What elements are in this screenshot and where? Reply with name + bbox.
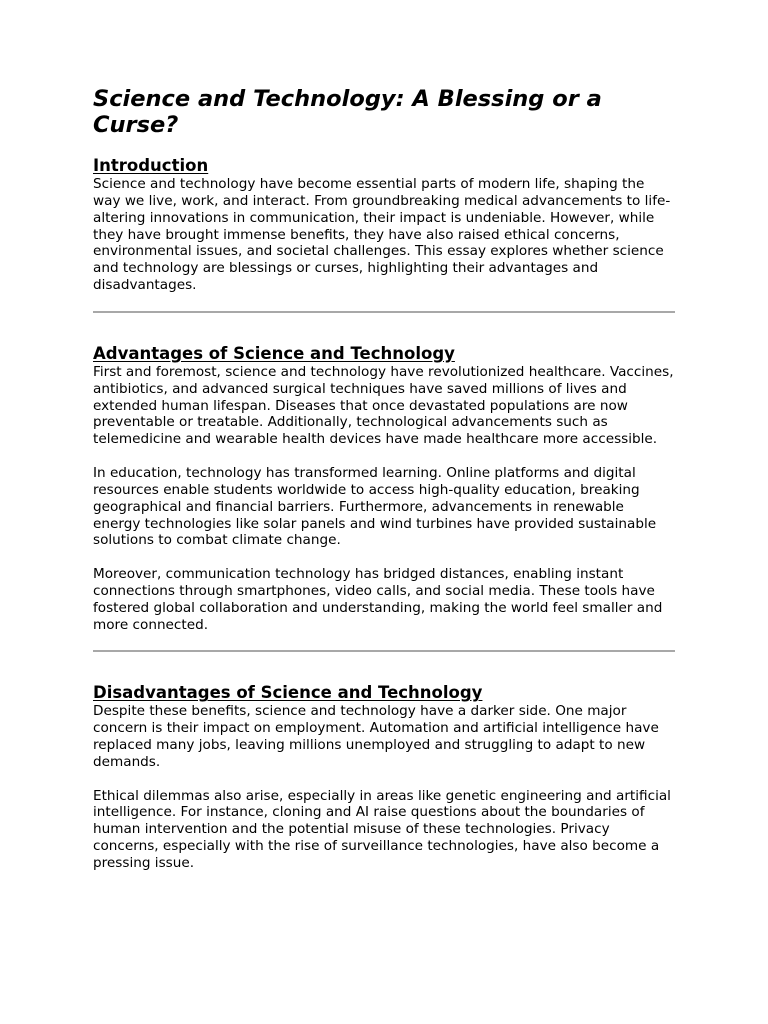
section-divider — [93, 650, 675, 652]
disadvantages-section — [93, 683, 675, 871]
advantages-paragraph-healthcare: First and foremost, science and technology have revolutionized healthcare. Vaccines, antibiotics, and advanced surgical techniques have saved millions of lives and extended human lifespan. Diseases that once devastated populations are now preventable or treatable. Additionally, technological advancements such as telemedicine and wearable health devices have made healthcare more accessible. — [93, 363, 674, 448]
disadvantages-paragraph-ethics: Ethical dilemmas also arise, especially in areas like genetic engineering and artificial intelligence. For instance, cloning and AI raise questions about the boundaries of human intervention and the potential misuse of these technologies. Privacy concerns, especially with the rise of surveillance technologies, have also become a pressing issue. — [93, 787, 671, 871]
disadvantages-heading: Disadvantages of Science and Technology — [93, 683, 483, 703]
advantages-paragraph-communication: Moreover, communication technology has bridged distances, enabling instant connections through smartphones, video calls, and social media. These tools have fostered global collaboration and understanding, making the world feel smaller and more connected. — [93, 566, 663, 633]
advantages-heading: Advantages of Science and Technology — [93, 343, 455, 363]
introduction-heading: Introduction — [93, 156, 209, 175]
section-divider — [93, 311, 675, 313]
advantages-paragraph-education: In education, technology has transformed learning. Online platforms and digital resources enable students worldwide to access high-quality education, breaking geographical and financial barriers. Furthermore, advancements in renewable energy technologies like solar panels and wind turbines have provided sustainable solutions to combat climate change. — [93, 464, 657, 549]
introduction-section — [93, 156, 675, 294]
document-title: Science and Technology: A Blessing or a Curse? — [93, 86, 602, 138]
disadvantages-paragraph-employment: Despite these benefits, science and technology have a darker side. One major concern is their impact on employment. Automation and artificial intelligence have replaced many jobs, leaving millions unemployed and struggling to adapt to new demands. — [93, 703, 659, 770]
introduction-paragraph: Science and technology have become essential parts of modern life, shaping the way we live, work, and interact. From groundbreaking medical advancements to life-altering innovations in communication, their impact is undeniable. However, while they have brought immense benefits, they have also raised ethical concerns, environmental issues, and societal challenges. This essay explores whether science and technology are blessings or curses, highlighting their advantages and disadvantages. — [93, 176, 671, 294]
document-page — [93, 86, 675, 872]
advantages-section — [93, 344, 675, 634]
